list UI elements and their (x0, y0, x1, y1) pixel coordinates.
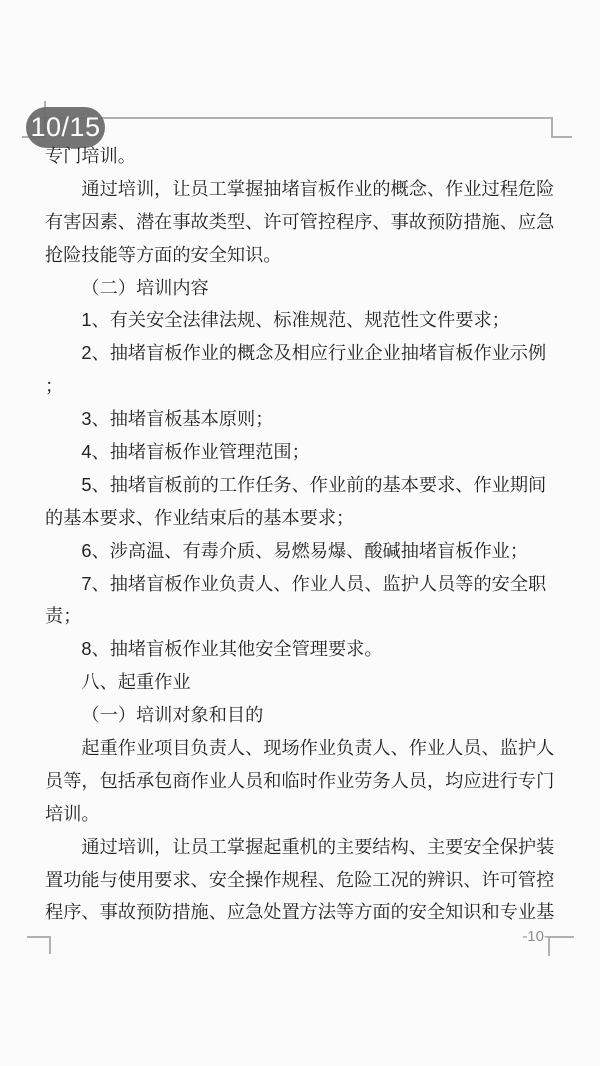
text-boundary-mark-bottom-left-v (49, 936, 51, 954)
text-line: 抢险技能等方面的安全知识。 (45, 244, 282, 265)
text-boundary-mark-bottom-left-h (27, 936, 51, 938)
text-line: 5、抽堵盲板前的工作任务、作业前的基本要求、作业期间 (81, 474, 547, 495)
text-line: 培训。 (45, 803, 100, 824)
text-line: 程序、事故预防措施、应急处置方法等方面的安全知识和专业基 (45, 902, 555, 923)
text-line: 专门培训。 (45, 146, 136, 166)
header-boundary-rule (30, 117, 552, 119)
text-line: ； (45, 376, 64, 397)
text-line: 3、抽堵盲板基本原则； (81, 409, 274, 430)
text-line: （二）培训内容 (81, 277, 209, 298)
text-line: 1、有关安全法律法规、标准规范、规范性文件要求； (81, 310, 510, 331)
text-line: 4、抽堵盲板作业管理范围； (81, 442, 310, 463)
document-body (45, 140, 553, 929)
page-indicator-badge: 10/15 (26, 107, 105, 148)
text-line: 起重作业项目负责人、现场作业负责人、作业人员、监护人 (81, 738, 555, 759)
text-line: 置功能与使用要求、安全操作规程、危险工况的辨识、许可管控 (45, 869, 555, 890)
text-line: 员等，包括承包商作业人员和临时作业劳务人员，均应进行专门 (45, 770, 555, 791)
text-line: 的基本要求、作业结束后的基本要求； (45, 507, 355, 528)
text-line: 通过培训，让员工掌握起重机的主要结构、主要安全保护装 (81, 836, 555, 857)
text-line: 7、抽堵盲板作业负责人、作业人员、监护人员等的安全职 (81, 573, 547, 594)
text-line: 责； (45, 606, 82, 627)
text-line: （一）培训对象和目的 (81, 705, 264, 726)
text-boundary-mark-bottom-right-h (548, 936, 574, 938)
text-line: 八、起重作业 (81, 672, 191, 693)
text-line: 6、涉高温、有毒介质、易燃易爆、酸碱抽堵盲板作业； (81, 540, 529, 561)
page-number: -10- (522, 928, 549, 945)
text-boundary-mark-top-right-h (551, 136, 572, 138)
text-line: 8、抽堵盲板作业其他安全管理要求。 (81, 639, 383, 660)
text-line: 2、抽堵盲板作业的概念及相应行业企业抽堵盲板作业示例 (81, 343, 547, 364)
text-boundary-mark-top-right-v (551, 117, 553, 138)
text-line: 通过培训，让员工掌握抽堵盲板作业的概念、作业过程危险 (81, 178, 555, 199)
text-line: 有害因素、潜在事故类型、许可管控程序、事故预防措施、应急 (45, 211, 555, 232)
